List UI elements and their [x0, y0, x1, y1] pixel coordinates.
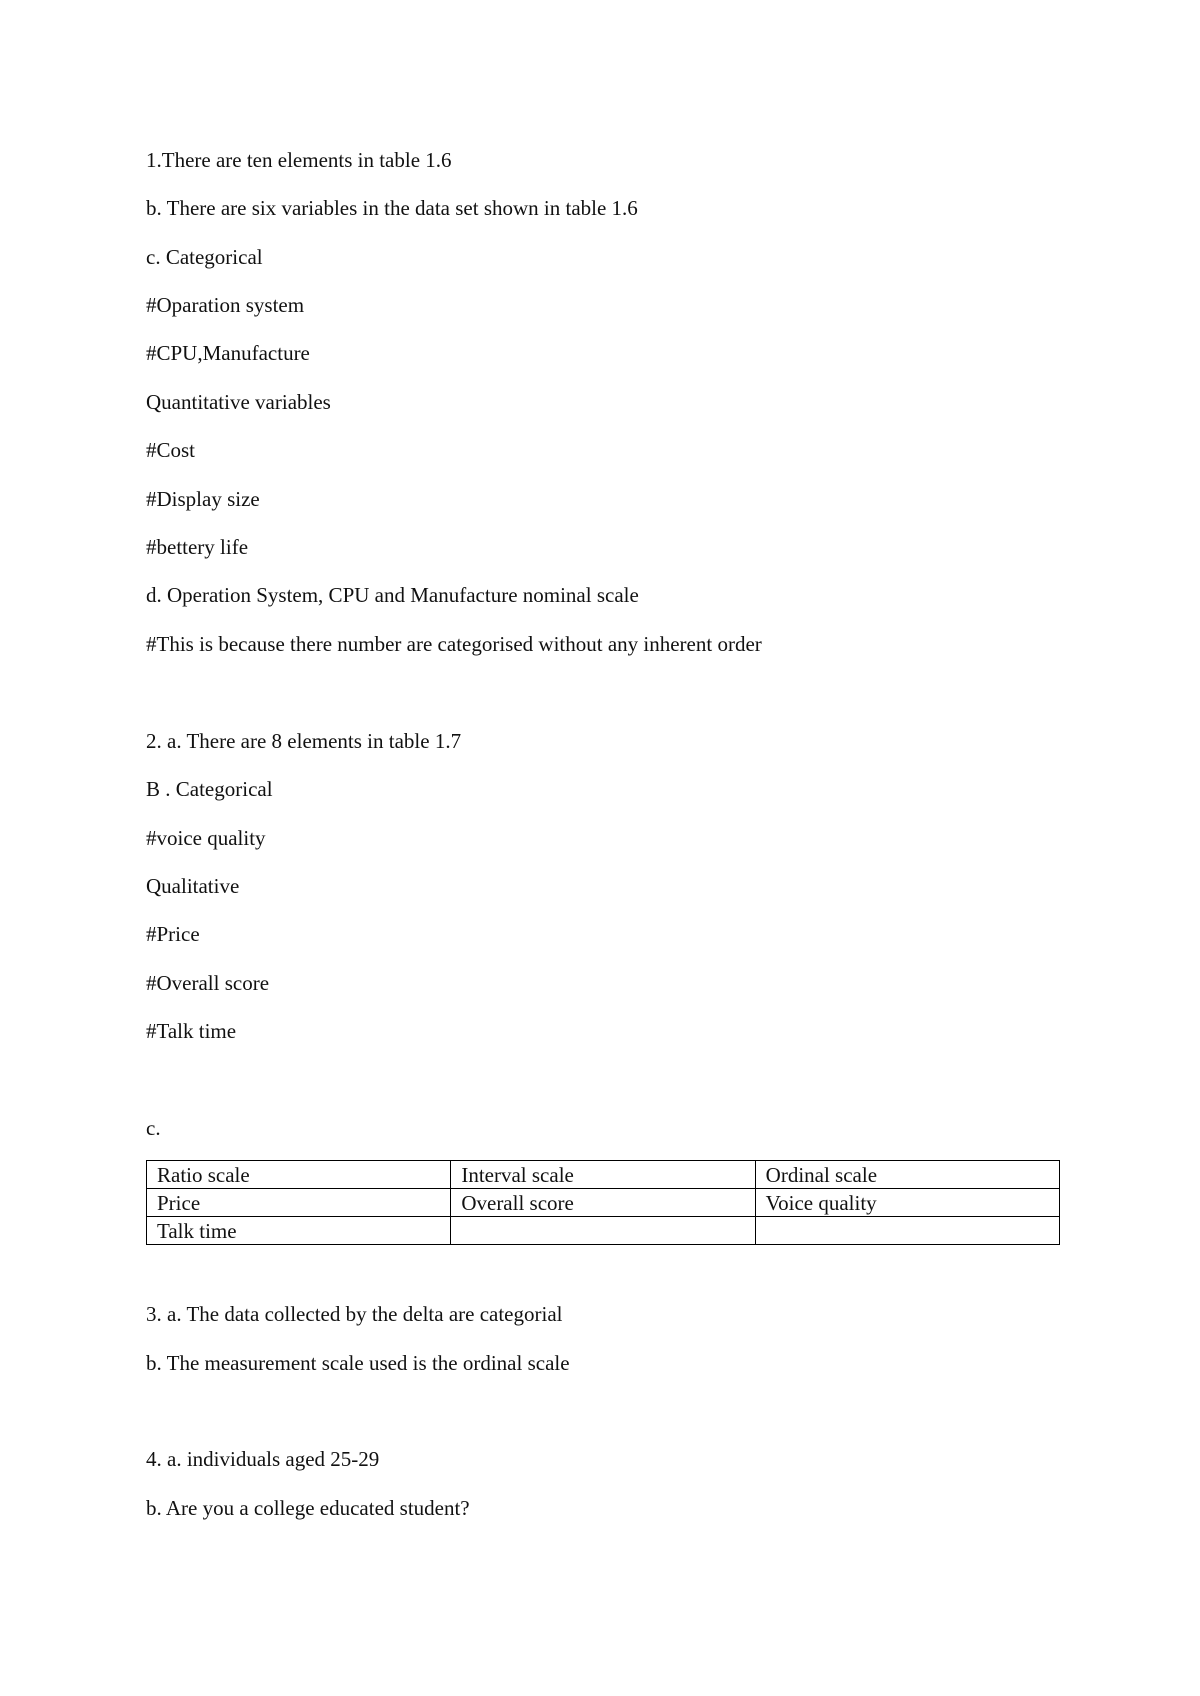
q1-quantitative-item-1: #Cost — [146, 438, 196, 462]
table-header-row — [147, 1161, 1060, 1189]
q1-categorical-item-1: #Oparation system — [146, 293, 305, 317]
q1-c-text: c. Categorical — [146, 245, 263, 269]
q2-qualitative-item-2: #Overall score — [146, 971, 270, 995]
table-cell: Voice quality — [755, 1189, 1059, 1217]
table-cell: Price — [147, 1189, 451, 1217]
q1-quantitative-item-3: #bettery life — [146, 535, 249, 559]
q2-b-text: B . Categorical — [146, 777, 273, 801]
q2-c-text: c. — [146, 1116, 161, 1140]
q4-a-text: 4. a. individuals aged 25-29 — [146, 1447, 380, 1471]
q3-b-text: b. The measurement scale used is the ordinal scale — [146, 1351, 570, 1375]
table-cell — [451, 1217, 755, 1245]
q2-qualitative-item-1: #Price — [146, 922, 200, 946]
q1-d-text: d. Operation System, CPU and Manufacture nominal scale — [146, 583, 639, 607]
q1-quantitative-item-2: #Display size — [146, 487, 260, 511]
q2-qualitative-heading: Qualitative — [146, 874, 240, 898]
q3-a-text: 3. a. The data collected by the delta are categorial — [146, 1302, 563, 1326]
q2-categorical-item-1: #voice quality — [146, 826, 266, 850]
q4-b-text: b. Are you a college educated student? — [146, 1496, 470, 1520]
table-cell — [755, 1217, 1059, 1245]
measurement-scale-table — [146, 1160, 1060, 1245]
table-row — [147, 1189, 1060, 1217]
q1-quantitative-heading: Quantitative variables — [146, 390, 331, 414]
table-header-cell: Ratio scale — [147, 1161, 451, 1189]
q2-a-text: 2. a. There are 8 elements in table 1.7 — [146, 729, 462, 753]
q1-categorical-item-2: #CPU,Manufacture — [146, 341, 310, 365]
q1-a-text: 1.There are ten elements in table 1.6 — [146, 148, 452, 172]
table-cell: Talk time — [147, 1217, 451, 1245]
q1-d-reason: #This is because there number are categorised without any inherent order — [146, 632, 762, 656]
q2-qualitative-item-3: #Talk time — [146, 1019, 237, 1043]
table-header-cell: Ordinal scale — [755, 1161, 1059, 1189]
table-row — [147, 1217, 1060, 1245]
table-header-cell: Interval scale — [451, 1161, 755, 1189]
table-cell: Overall score — [451, 1189, 755, 1217]
q1-b-text: b. There are six variables in the data set shown in table 1.6 — [146, 196, 638, 220]
